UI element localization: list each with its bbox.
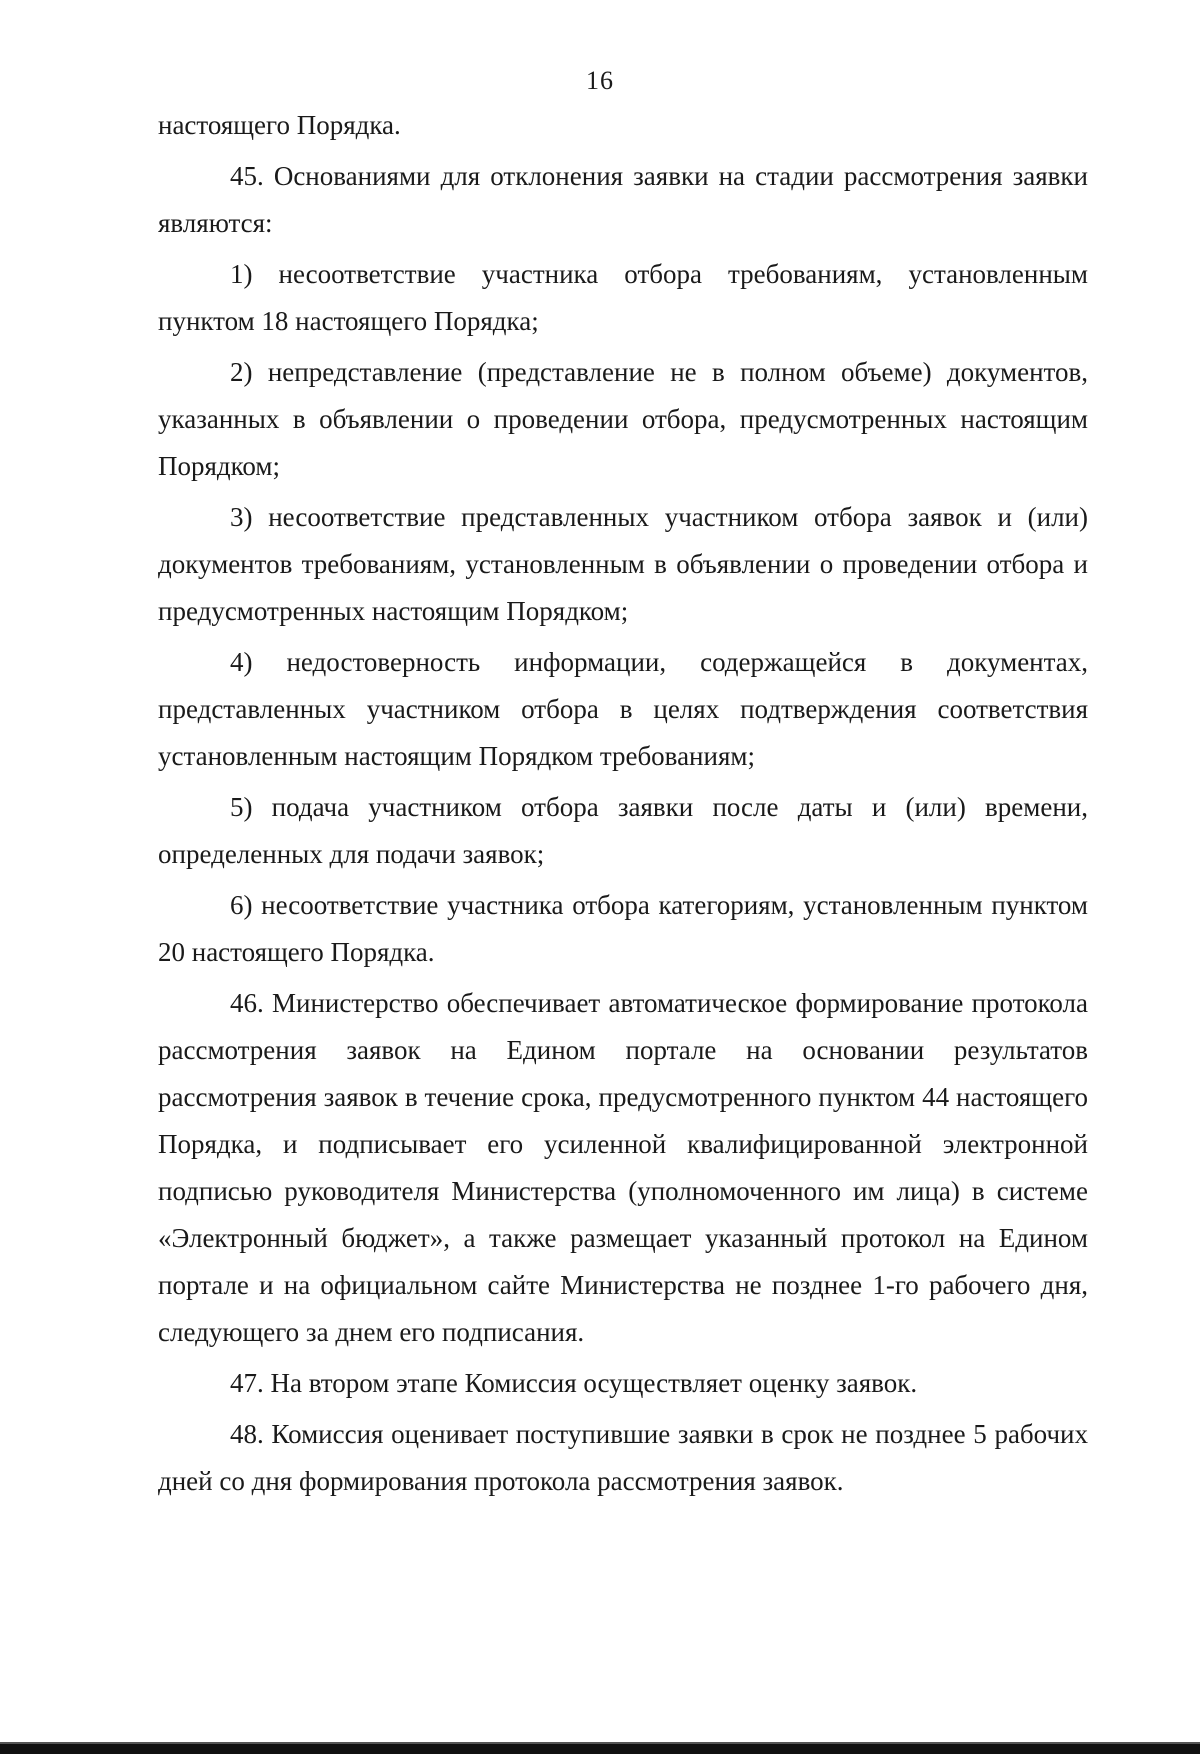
paragraph-45: 45. Основаниями для отклонения заявки на стадии рассмотрения заявки являются: bbox=[158, 161, 1088, 238]
paragraph-45-item-2: 2) непредставление (представление не в полном объеме) документов, указанных в объявлении о проведении отбора, предусмотренных настоящим Порядком; bbox=[158, 357, 1088, 481]
paragraph-48: 48. Комиссия оценивает поступившие заявки в срок не позднее 5 рабочих дней со дня формирования протокола рассмотрения заявок. bbox=[158, 1419, 1088, 1496]
paragraph-45-item-6: 6) несоответствие участника отбора категориям, установленным пунктом 20 настоящего Порядка. bbox=[158, 890, 1088, 967]
document-body bbox=[158, 102, 1088, 1507]
paragraph-45-item-4: 4) недостоверность информации, содержащейся в документах, представленных участником отбора в целях подтверждения соответствия установленным настоящим Порядком требованиям; bbox=[158, 647, 1088, 771]
paragraph-45-item-1: 1) несоответствие участника отбора требованиям, установленным пунктом 18 настоящего Порядка; bbox=[158, 259, 1088, 336]
paragraph-45-item-5: 5) подача участником отбора заявки после даты и (или) времени, определенных для подачи заявок; bbox=[158, 792, 1088, 869]
page-number: 16 bbox=[586, 66, 614, 95]
scan-bottom-border bbox=[0, 1744, 1200, 1754]
paragraph-45-item-3: 3) несоответствие представленных участником отбора заявок и (или) документов требованиям, установленным в объявлении о проведении отбора и предусмотренных настоящим Порядком; bbox=[158, 502, 1088, 626]
paragraph-47: 47. На втором этапе Комиссия осуществляет оценку заявок. bbox=[230, 1368, 918, 1398]
paragraph-continuation: настоящего Порядка. bbox=[158, 110, 401, 140]
paragraph-46: 46. Министерство обеспечивает автоматическое формирование протокола рассмотрения заявок на Едином портале на основании результатов рассмотрения заявок в течение срока, предусмотренного пунктом 44 настоящего Порядка, и подписывает его усиленной квалифицированной электронной подписью руководителя Министерства (уполномоченного им лица) в системе «Электронный бюджет», а также размещает указанный протокол на Едином портале и на официальном сайте Министерства не позднее 1-го рабочего дня, следующего за днем его подписания. bbox=[158, 988, 1088, 1347]
